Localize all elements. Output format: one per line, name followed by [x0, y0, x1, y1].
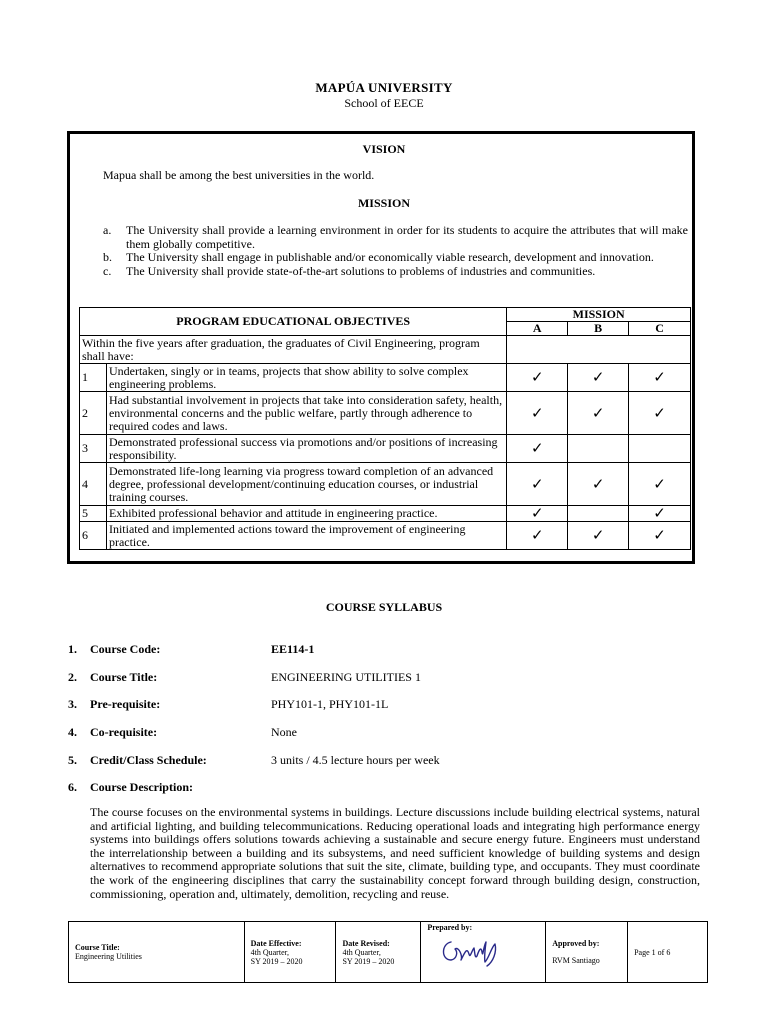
peo-table	[79, 307, 691, 550]
mission-col-a: A	[507, 322, 568, 336]
course-description-text: The course focuses on the environmental systems in buildings. Lecture discussions include building electrical systems, natural and artificial lighting, and building telecommunications. Reducing operational loads and integrating high performance energy systems into buildings offers solutions towards achieving a sustainable and secure energy future. Engineers must understand the interrelationship between a building and its subsystems, and need sufficient knowledge of building systems and design alternatives to recommend appropriate solutions that suit the site, climate, building type, and occupants. They must coordinate the work of the engineering disciplines that carry the sustainability concept forward through building design, construction, commissioning, operation and, ultimately, demolition, recycling and reuse.	[90, 805, 700, 901]
footer-date-revised-quarter: 4th Quarter,	[342, 947, 381, 957]
mission-c-check: ✓	[629, 392, 691, 435]
footer-prepared-by-label: Prepared by:	[427, 923, 473, 932]
mission-item-label: c.	[103, 263, 112, 278]
peo-title: PROGRAM EDUCATIONAL OBJECTIVES	[80, 308, 507, 336]
peo-row-text: Demonstrated professional success via promotions and/or positions of increasing responsibility.	[106, 435, 506, 463]
footer-approved-by: RVM Santiago	[552, 956, 600, 965]
mission-a-check: ✓	[507, 435, 568, 463]
mission-a-check: ✓	[507, 364, 568, 392]
peo-row-text: Initiated and implemented actions toward the improvement of engineering practice.	[106, 522, 506, 550]
peo-row	[80, 522, 691, 550]
mission-c-check: ✓	[629, 463, 691, 506]
university-name: MAPÚA UNIVERSITY	[315, 80, 453, 95]
course-title-value: ENGINEERING UTILITIES 1	[271, 670, 421, 684]
course-title-label: Course Title:	[90, 670, 158, 684]
footer-date-effective-cell	[244, 922, 336, 983]
mission-a-check: ✓	[507, 506, 568, 522]
peo-row-text: Exhibited professional behavior and attitude in engineering practice.	[106, 506, 506, 522]
mission-item	[103, 251, 688, 265]
syllabus-title: COURSE SYLLABUS	[325, 600, 443, 614]
mission-c-check: ✓	[629, 522, 691, 550]
corequisite-label: Co-requisite:	[90, 725, 158, 739]
mission-item-text: The University shall engage in publishable and/or economically viable research, development and innovation.	[126, 250, 654, 264]
mission-item	[103, 265, 688, 279]
mission-item-text: The University shall provide a learning environment in order for its students to acquire the attributes that will make them globally competitive.	[126, 223, 688, 251]
vision-text: Mapua shall be among the best universities in the world.	[103, 168, 375, 182]
course-code-value: EE114-1	[271, 642, 315, 656]
item-number: 3.	[68, 697, 77, 711]
footer-approved-by-label: Approved by:	[552, 939, 600, 948]
vision-mission-box	[67, 131, 695, 564]
mission-a-check: ✓	[507, 522, 568, 550]
mission-col-b: B	[568, 322, 629, 336]
mission-item	[103, 224, 688, 251]
credit-schedule-label: Credit/Class Schedule:	[90, 753, 207, 767]
footer-date-revised-sy: SY 2019 – 2020	[342, 956, 395, 966]
item-number: 5.	[68, 753, 77, 767]
mission-column-header: MISSION	[507, 308, 691, 322]
footer-course-title-cell	[69, 922, 245, 983]
footer-date-effective-label: Date Effective:	[250, 938, 302, 948]
mission-b-check: ✓	[568, 522, 629, 550]
mission-a-check: ✓	[507, 463, 568, 506]
footer-page-cell	[628, 922, 708, 983]
school-name: School of EECE	[344, 96, 424, 110]
peo-row	[80, 463, 691, 506]
peo-row-number: 1	[80, 364, 107, 392]
footer-course-title: Engineering Utilities	[75, 952, 142, 961]
footer-prepared-by-cell	[421, 922, 546, 983]
credit-schedule-value: 3 units / 4.5 lecture hours per week	[271, 753, 440, 767]
mission-b-check	[568, 435, 629, 463]
mission-c-check: ✓	[629, 506, 691, 522]
peo-row-text: Demonstrated life-long learning via progress toward completion of an advanced degree, professional development/continuing education courses, or industrial training courses.	[106, 463, 506, 506]
peo-row-number: 4	[80, 463, 107, 506]
mission-c-check	[629, 435, 691, 463]
peo-rows	[80, 364, 691, 550]
course-code-label: Course Code:	[90, 642, 161, 656]
prerequisite-value: PHY101-1, PHY101-1L	[271, 697, 389, 711]
mission-a-check: ✓	[507, 392, 568, 435]
peo-row-number: 3	[80, 435, 107, 463]
item-number: 4.	[68, 725, 77, 739]
mission-c-check: ✓	[629, 364, 691, 392]
prerequisite-label: Pre-requisite:	[90, 697, 161, 711]
mission-b-check	[568, 506, 629, 522]
peo-row-text: Had substantial involvement in projects that take into consideration safety, health, environmental concerns and the public welfare, partly through adherence to required codes and laws.	[106, 392, 506, 435]
peo-row	[80, 364, 691, 392]
footer-date-effective-sy: SY 2019 – 2020	[250, 956, 303, 966]
item-number: 1.	[68, 642, 77, 656]
document-footer	[68, 921, 708, 983]
item-number: 6.	[68, 780, 77, 794]
mission-title: MISSION	[357, 196, 410, 210]
footer-date-effective-quarter: 4th Quarter,	[250, 947, 289, 957]
mission-item-label: a.	[103, 223, 112, 237]
mission-list	[103, 224, 688, 278]
item-number: 2.	[68, 670, 77, 684]
peo-row-number: 6	[80, 522, 107, 550]
peo-row-text: Undertaken, singly or in teams, projects that show ability to solve complex engineering problems.	[106, 364, 506, 392]
mission-item-text: The University shall provide state-of-the-art solutions to problems of industries and communities.	[126, 263, 596, 278]
peo-intro-empty	[507, 336, 691, 364]
peo-row	[80, 435, 691, 463]
course-description-label: Course Description:	[90, 780, 193, 794]
page-number: Page 1 of 6	[634, 947, 671, 957]
mission-b-check: ✓	[568, 392, 629, 435]
footer-date-revised-cell	[336, 922, 421, 983]
vision-title: VISION	[362, 142, 406, 156]
peo-row	[80, 392, 691, 435]
peo-row-number: 5	[80, 506, 107, 522]
footer-course-title-label: Course Title:	[75, 943, 120, 952]
peo-intro: Within the five years after graduation, the graduates of Civil Engineering, program shall have:	[80, 336, 507, 364]
peo-row-number: 2	[80, 392, 107, 435]
mission-item-label: b.	[103, 250, 112, 264]
mission-b-check: ✓	[568, 364, 629, 392]
footer-approved-by-cell	[546, 922, 628, 983]
peo-row	[80, 506, 691, 522]
mission-col-c: C	[629, 322, 691, 336]
corequisite-value: None	[271, 725, 297, 739]
footer-date-revised-label: Date Revised:	[342, 938, 390, 948]
mission-b-check: ✓	[568, 463, 629, 506]
signature-image	[439, 932, 501, 968]
